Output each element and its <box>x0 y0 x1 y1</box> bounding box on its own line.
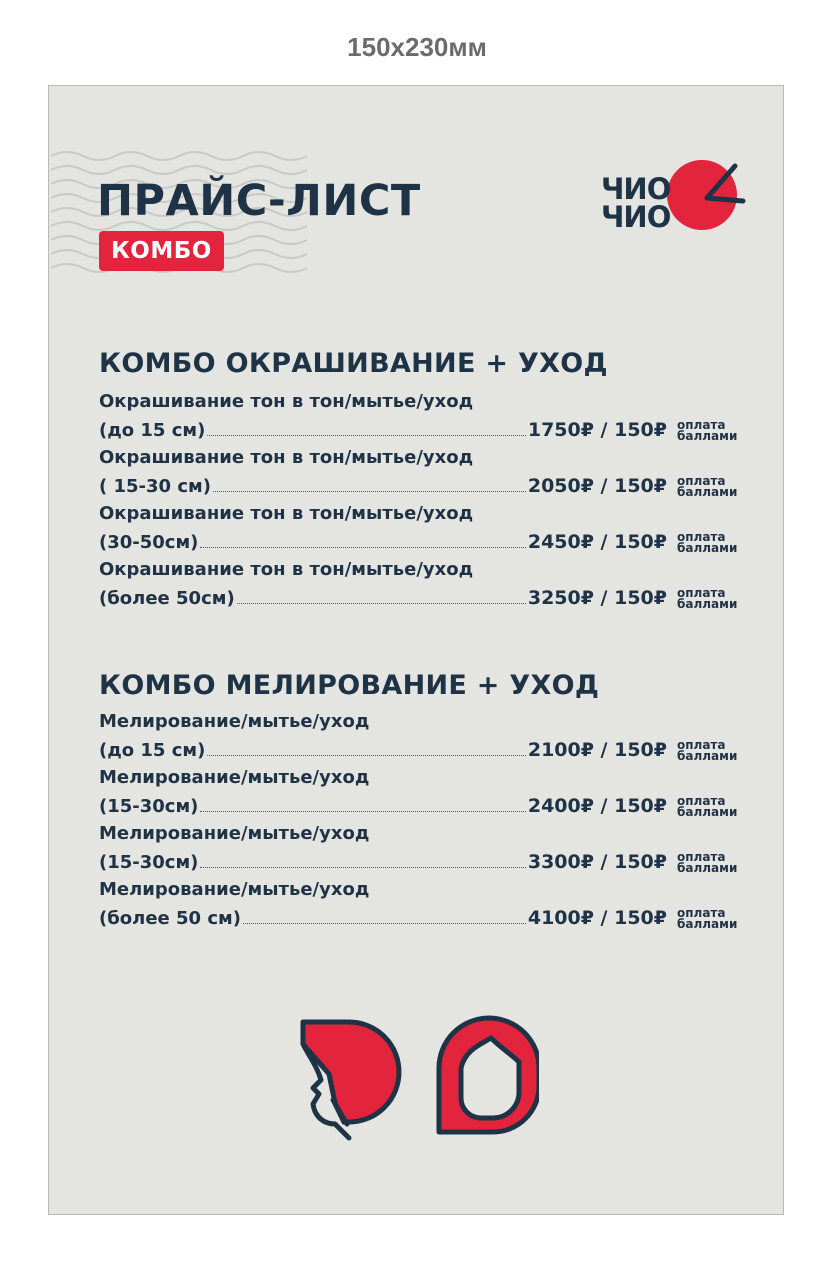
dotted-leader <box>207 416 526 436</box>
service-name: Мелирование/мытье/уход <box>99 711 370 732</box>
price-item <box>99 876 739 932</box>
logo-text-line1: ЧИО <box>601 172 671 206</box>
hair-length: ( 15-30 см) <box>99 476 211 497</box>
service-name: Мелирование/мытье/уход <box>99 767 370 788</box>
hair-length: (до 15 см) <box>99 420 206 441</box>
page-title: ПРАЙС-ЛИСТ <box>97 176 421 226</box>
dotted-leader <box>200 792 525 812</box>
points-note: оплата баллами <box>677 850 738 875</box>
service-price: 4100₽ / 150₽ <box>527 907 667 929</box>
points-note: оплата баллами <box>677 586 738 611</box>
service-name: Окрашивание тон в тон/мытье/уход <box>99 559 474 580</box>
price-item <box>99 388 739 444</box>
dotted-leader <box>200 528 525 548</box>
logo-text-line2: ЧИО <box>601 200 671 234</box>
section-title-coloring: КОМБО ОКРАШИВАНИЕ + УХОД <box>99 348 608 379</box>
hair-length: (30-50см) <box>99 532 199 553</box>
service-name: Мелирование/мытье/уход <box>99 823 370 844</box>
price-item <box>99 444 739 500</box>
hair-length: (более 50см) <box>99 588 235 609</box>
service-name: Окрашивание тон в тон/мытье/уход <box>99 391 474 412</box>
service-price: 2100₽ / 150₽ <box>527 739 667 761</box>
service-name: Окрашивание тон в тон/мытье/уход <box>99 447 474 468</box>
hair-length: (15-30см) <box>99 852 199 873</box>
service-price: 2400₽ / 150₽ <box>527 795 667 817</box>
points-note: оплата баллами <box>677 530 738 555</box>
price-item <box>99 556 739 612</box>
price-item <box>99 708 739 764</box>
client-illustrations <box>299 1014 539 1144</box>
service-price: 1750₽ / 150₽ <box>527 419 667 441</box>
dotted-leader <box>237 584 526 604</box>
service-name: Мелирование/мытье/уход <box>99 879 370 900</box>
dotted-leader <box>207 736 526 756</box>
service-price: 2450₽ / 150₽ <box>527 531 667 553</box>
price-list-sheet <box>48 85 784 1215</box>
man-head-icon <box>303 1022 399 1138</box>
points-note: оплата баллами <box>677 474 738 499</box>
brand-logo <box>597 156 747 241</box>
combo-badge: КОМБО <box>99 231 224 271</box>
service-price: 3250₽ / 150₽ <box>527 587 667 609</box>
dimension-label: 150x230мм <box>347 32 487 62</box>
service-price: 2050₽ / 150₽ <box>527 475 667 497</box>
dotted-leader <box>200 848 525 868</box>
section-title-highlighting: КОМБО МЕЛИРОВАНИЕ + УХОД <box>99 670 600 701</box>
points-note: оплата баллами <box>677 418 738 443</box>
dotted-leader <box>243 904 526 924</box>
hair-length: (более 50 см) <box>99 908 241 929</box>
service-name: Окрашивание тон в тон/мытье/уход <box>99 503 474 524</box>
price-item <box>99 500 739 556</box>
hair-length: (15-30см) <box>99 796 199 817</box>
woman-head-icon <box>439 1018 539 1132</box>
dotted-leader <box>213 472 526 492</box>
logo-clock-hands-icon <box>677 156 747 226</box>
points-note: оплата баллами <box>677 794 738 819</box>
price-item <box>99 764 739 820</box>
points-note: оплата баллами <box>677 738 738 763</box>
hair-length: (до 15 см) <box>99 740 206 761</box>
price-item <box>99 820 739 876</box>
points-note: оплата баллами <box>677 906 738 931</box>
service-price: 3300₽ / 150₽ <box>527 851 667 873</box>
